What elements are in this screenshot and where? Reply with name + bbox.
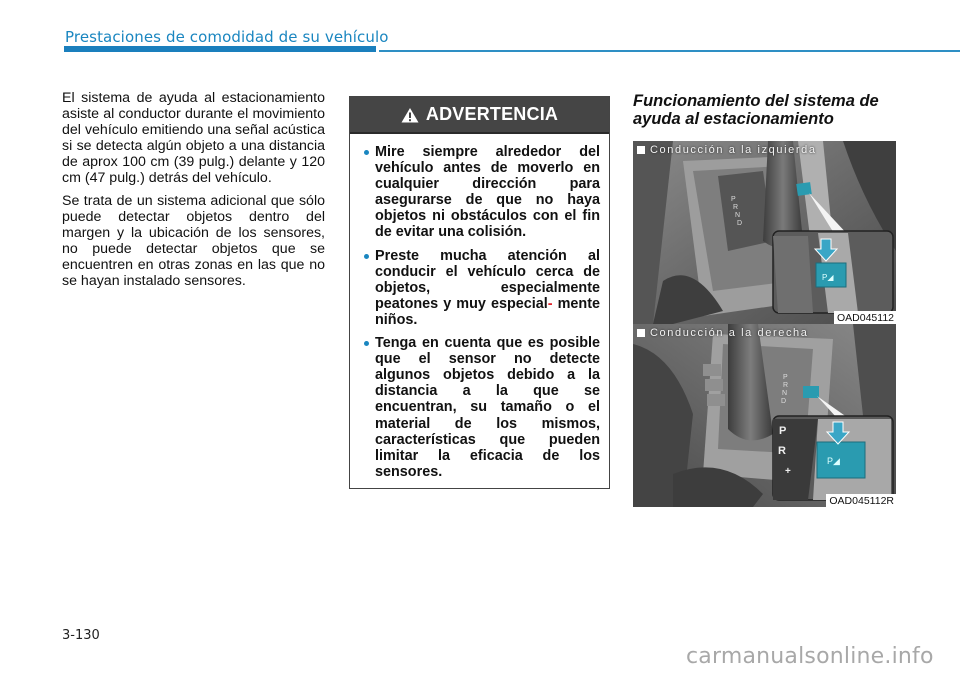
section-title: Funcionamiento del sistema de ayuda al estacionamiento [633, 92, 879, 128]
svg-text:P: P [731, 196, 736, 203]
section-header-title: Prestaciones de comodidad de su vehículo [65, 28, 389, 46]
intro-text-column [62, 91, 325, 298]
svg-text:R: R [733, 204, 739, 211]
figure-left-hand-drive [633, 141, 896, 324]
svg-text:+: + [785, 466, 791, 477]
svg-text:P◢: P◢ [822, 273, 834, 282]
svg-text:P: P [779, 425, 787, 437]
intro-paragraph: Se trata de un sistema adicional que sólo puede detectar objetos dentro del margen y la ubicación de los sensores, no puede detectar objetos que se encuentren en otras zonas en las que no se hayan instalado sensores. [62, 193, 325, 289]
bullet-icon [364, 254, 369, 259]
bullet-icon [364, 341, 369, 346]
header-rule-thin [379, 50, 960, 52]
svg-text:R: R [783, 382, 789, 389]
square-bullet-icon [637, 329, 645, 337]
header-rule-thick [64, 46, 376, 52]
svg-text:D: D [781, 398, 787, 405]
figure-caption: Conducción a la derecha [637, 327, 809, 339]
svg-text:N: N [735, 212, 741, 219]
warning-header [350, 97, 609, 134]
figure-right-hand-drive [633, 324, 896, 507]
intro-paragraph: El sistema de ayuda al estacionamiento asiste al conductor durante el movimiento del vehículo emitiendo una señal acústica si se detecta algún objeto a una distancia de aprox 100 cm (39 pulg.) delante y 120 cm (47 pulg.) detrás del vehículo. [62, 90, 325, 186]
page-number: 3-130 [62, 628, 100, 643]
warning-title: ADVERTENCIA [425, 104, 559, 124]
warning-item: Mire siempre alrededor del vehículo antes de moverlo en cualquier dirección para asegurarse de que no haya objetos ni obstáculos con el fin de evitar una colisión. [364, 144, 600, 241]
svg-text:D: D [737, 220, 743, 227]
warning-triangle-icon [401, 107, 419, 123]
console-illustration [633, 141, 896, 324]
svg-text:N: N [782, 390, 788, 397]
bullet-icon [364, 150, 369, 155]
warning-item: Tenga en cuenta que es posible que el sensor no detecte algunos objetos debido a la distancia a la que se encuentran, su tamaño o el material de los mismos, características que pueden limitar la eficacia de los sensores. [364, 335, 600, 480]
warning-item: Preste mucha atención al conducir el vehículo cerca de objetos, especialmente peatones y muy especial- mente niños. [364, 248, 600, 328]
svg-text:R: R [778, 445, 786, 457]
figure-code: OAD045112 [834, 311, 896, 324]
watermark-link[interactable]: carmanualsonline.info [686, 644, 934, 669]
square-bullet-icon [637, 146, 645, 154]
hyphen-mark: - [547, 295, 553, 312]
svg-text:P◢: P◢ [827, 456, 840, 466]
svg-text:P: P [783, 374, 788, 381]
warning-list [350, 134, 609, 480]
console-illustration [633, 324, 896, 507]
warning-box [349, 96, 610, 489]
figure-code: OAD045112R [826, 494, 896, 507]
figure-caption: Conducción a la izquierda [637, 144, 817, 156]
